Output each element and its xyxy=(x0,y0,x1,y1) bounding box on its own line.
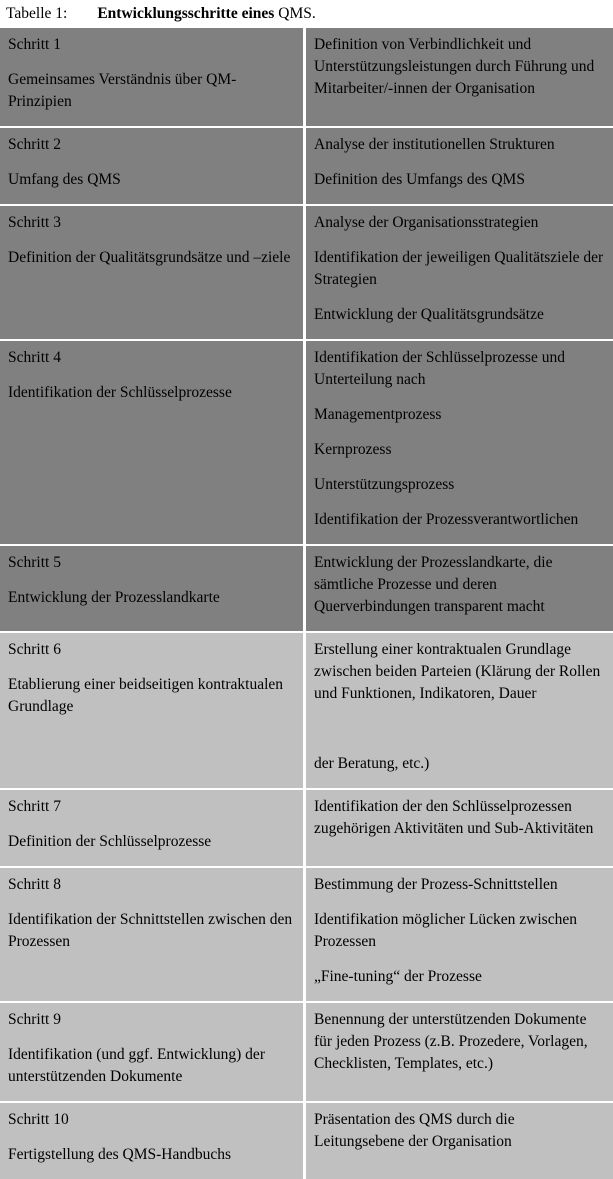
description-cell xyxy=(306,790,613,866)
description-cell xyxy=(306,633,613,788)
caption-label: Tabelle 1: xyxy=(6,5,68,22)
table-row-schritt-2 xyxy=(0,126,613,204)
description-paragraph: der Beratung, etc.) xyxy=(314,755,430,772)
description-paragraph: Definition des Umfangs des QMS xyxy=(314,171,525,188)
description-paragraph: Analyse der Organisationsstrategien xyxy=(314,214,539,231)
description-paragraph: Entwicklung der Prozesslandkarte, die sämtliche Prozesse und deren Querverbindungen transparent macht xyxy=(314,554,553,615)
step-paragraph: Schritt 4 xyxy=(8,349,61,366)
step-cell xyxy=(0,633,306,788)
description-paragraph: Kernprozess xyxy=(314,441,392,458)
table-row-schritt-4 xyxy=(0,339,613,544)
step-paragraph: Gemeinsames Verständnis über QM-Prinzipien xyxy=(8,71,237,110)
step-paragraph: Schritt 5 xyxy=(8,554,61,571)
description-cell xyxy=(306,128,613,204)
description-paragraph: Entwicklung der Qualitätsgrundsätze xyxy=(314,306,544,323)
table-caption xyxy=(0,0,613,28)
description-paragraph: Analyse der institutionellen Strukturen xyxy=(314,136,555,153)
table-row-schritt-10 xyxy=(0,1101,613,1179)
step-cell xyxy=(0,1003,306,1101)
description-paragraph: Identifikation der jeweiligen Qualitätsziele der Strategien xyxy=(314,249,604,288)
step-cell xyxy=(0,28,306,126)
description-cell xyxy=(306,341,613,544)
step-paragraph: Schritt 3 xyxy=(8,214,61,231)
description-paragraph xyxy=(314,718,605,740)
step-paragraph: Etablierung einer beidseitigen kontraktualen Grundlage xyxy=(8,676,284,715)
step-paragraph: Schritt 7 xyxy=(8,798,61,815)
step-paragraph: Schritt 2 xyxy=(8,136,61,153)
description-paragraph: Benennung der unterstützenden Dokumente für jeden Prozess (z.B. Prozedere, Vorlagen, Checklisten, Templates, etc.) xyxy=(314,1011,588,1072)
table-row-schritt-6 xyxy=(0,631,613,788)
step-cell xyxy=(0,790,306,866)
caption-title-tail: QMS. xyxy=(278,5,316,22)
description-paragraph: Präsentation des QMS durch die Leitungsebene der Organisation xyxy=(314,1111,515,1150)
step-paragraph: Entwicklung der Prozesslandkarte xyxy=(8,589,220,606)
step-paragraph: Schritt 6 xyxy=(8,641,61,658)
description-cell xyxy=(306,546,613,631)
step-paragraph: Definition der Schlüsselprozesse xyxy=(8,833,212,850)
table-row-schritt-7 xyxy=(0,788,613,866)
description-paragraph: Unterstützungsprozess xyxy=(314,476,455,493)
step-paragraph: Schritt 8 xyxy=(8,876,61,893)
step-paragraph: Schritt 10 xyxy=(8,1111,69,1128)
description-cell xyxy=(306,206,613,339)
description-paragraph: Erstellung einer kontraktualen Grundlage zwischen beiden Parteien (Klärung der Rollen und Funktionen, Indikatoren, Dauer xyxy=(314,641,601,702)
step-paragraph: Schritt 1 xyxy=(8,36,61,53)
description-paragraph: „Fine-tuning“ der Prozesse xyxy=(314,968,482,985)
step-paragraph: Schritt 9 xyxy=(8,1011,61,1028)
table-row-schritt-3 xyxy=(0,204,613,339)
table-row-schritt-1 xyxy=(0,28,613,126)
step-paragraph: Umfang des QMS xyxy=(8,171,121,188)
step-paragraph: Identifikation der Schlüsselprozesse xyxy=(8,384,232,401)
description-paragraph: Bestimmung der Prozess-Schnittstellen xyxy=(314,876,558,893)
description-paragraph: Identifikation der den Schlüsselprozessen zugehörigen Aktivitäten und Sub-Aktivitäten xyxy=(314,798,594,837)
description-cell xyxy=(306,28,613,126)
qms-steps-table xyxy=(0,28,613,1179)
step-paragraph: Fertigstellung des QMS-Handbuchs xyxy=(8,1146,232,1163)
table-row-schritt-9 xyxy=(0,1001,613,1101)
description-paragraph: Managementprozess xyxy=(314,406,442,423)
step-paragraph: Definition der Qualitätsgrundsätze und –ziele xyxy=(8,249,291,266)
step-cell xyxy=(0,868,306,1001)
description-paragraph: Identifikation möglicher Lücken zwischen Prozessen xyxy=(314,911,577,950)
description-cell xyxy=(306,1003,613,1101)
description-paragraph: Definition von Verbindlichkeit und Unterstützungsleistungen durch Führung und Mitarbeiter/-innen der Organisation xyxy=(314,36,595,97)
table-row-schritt-8 xyxy=(0,866,613,1001)
step-paragraph: Identifikation der Schnittstellen zwischen den Prozessen xyxy=(8,911,293,950)
description-paragraph: Identifikation der Schlüsselprozesse und Unterteilung nach xyxy=(314,349,565,388)
step-cell xyxy=(0,206,306,339)
description-paragraph: Identifikation der Prozessverantwortlichen xyxy=(314,511,579,528)
step-cell xyxy=(0,546,306,631)
caption-title-bold: Entwicklungsschritte eines xyxy=(97,5,275,22)
step-cell xyxy=(0,1103,306,1179)
description-cell xyxy=(306,1103,613,1179)
step-cell xyxy=(0,341,306,544)
step-paragraph: Identifikation (und ggf. Entwicklung) der unterstützenden Dokumente xyxy=(8,1046,265,1085)
step-cell xyxy=(0,128,306,204)
table-row-schritt-5 xyxy=(0,544,613,631)
description-cell xyxy=(306,868,613,1001)
